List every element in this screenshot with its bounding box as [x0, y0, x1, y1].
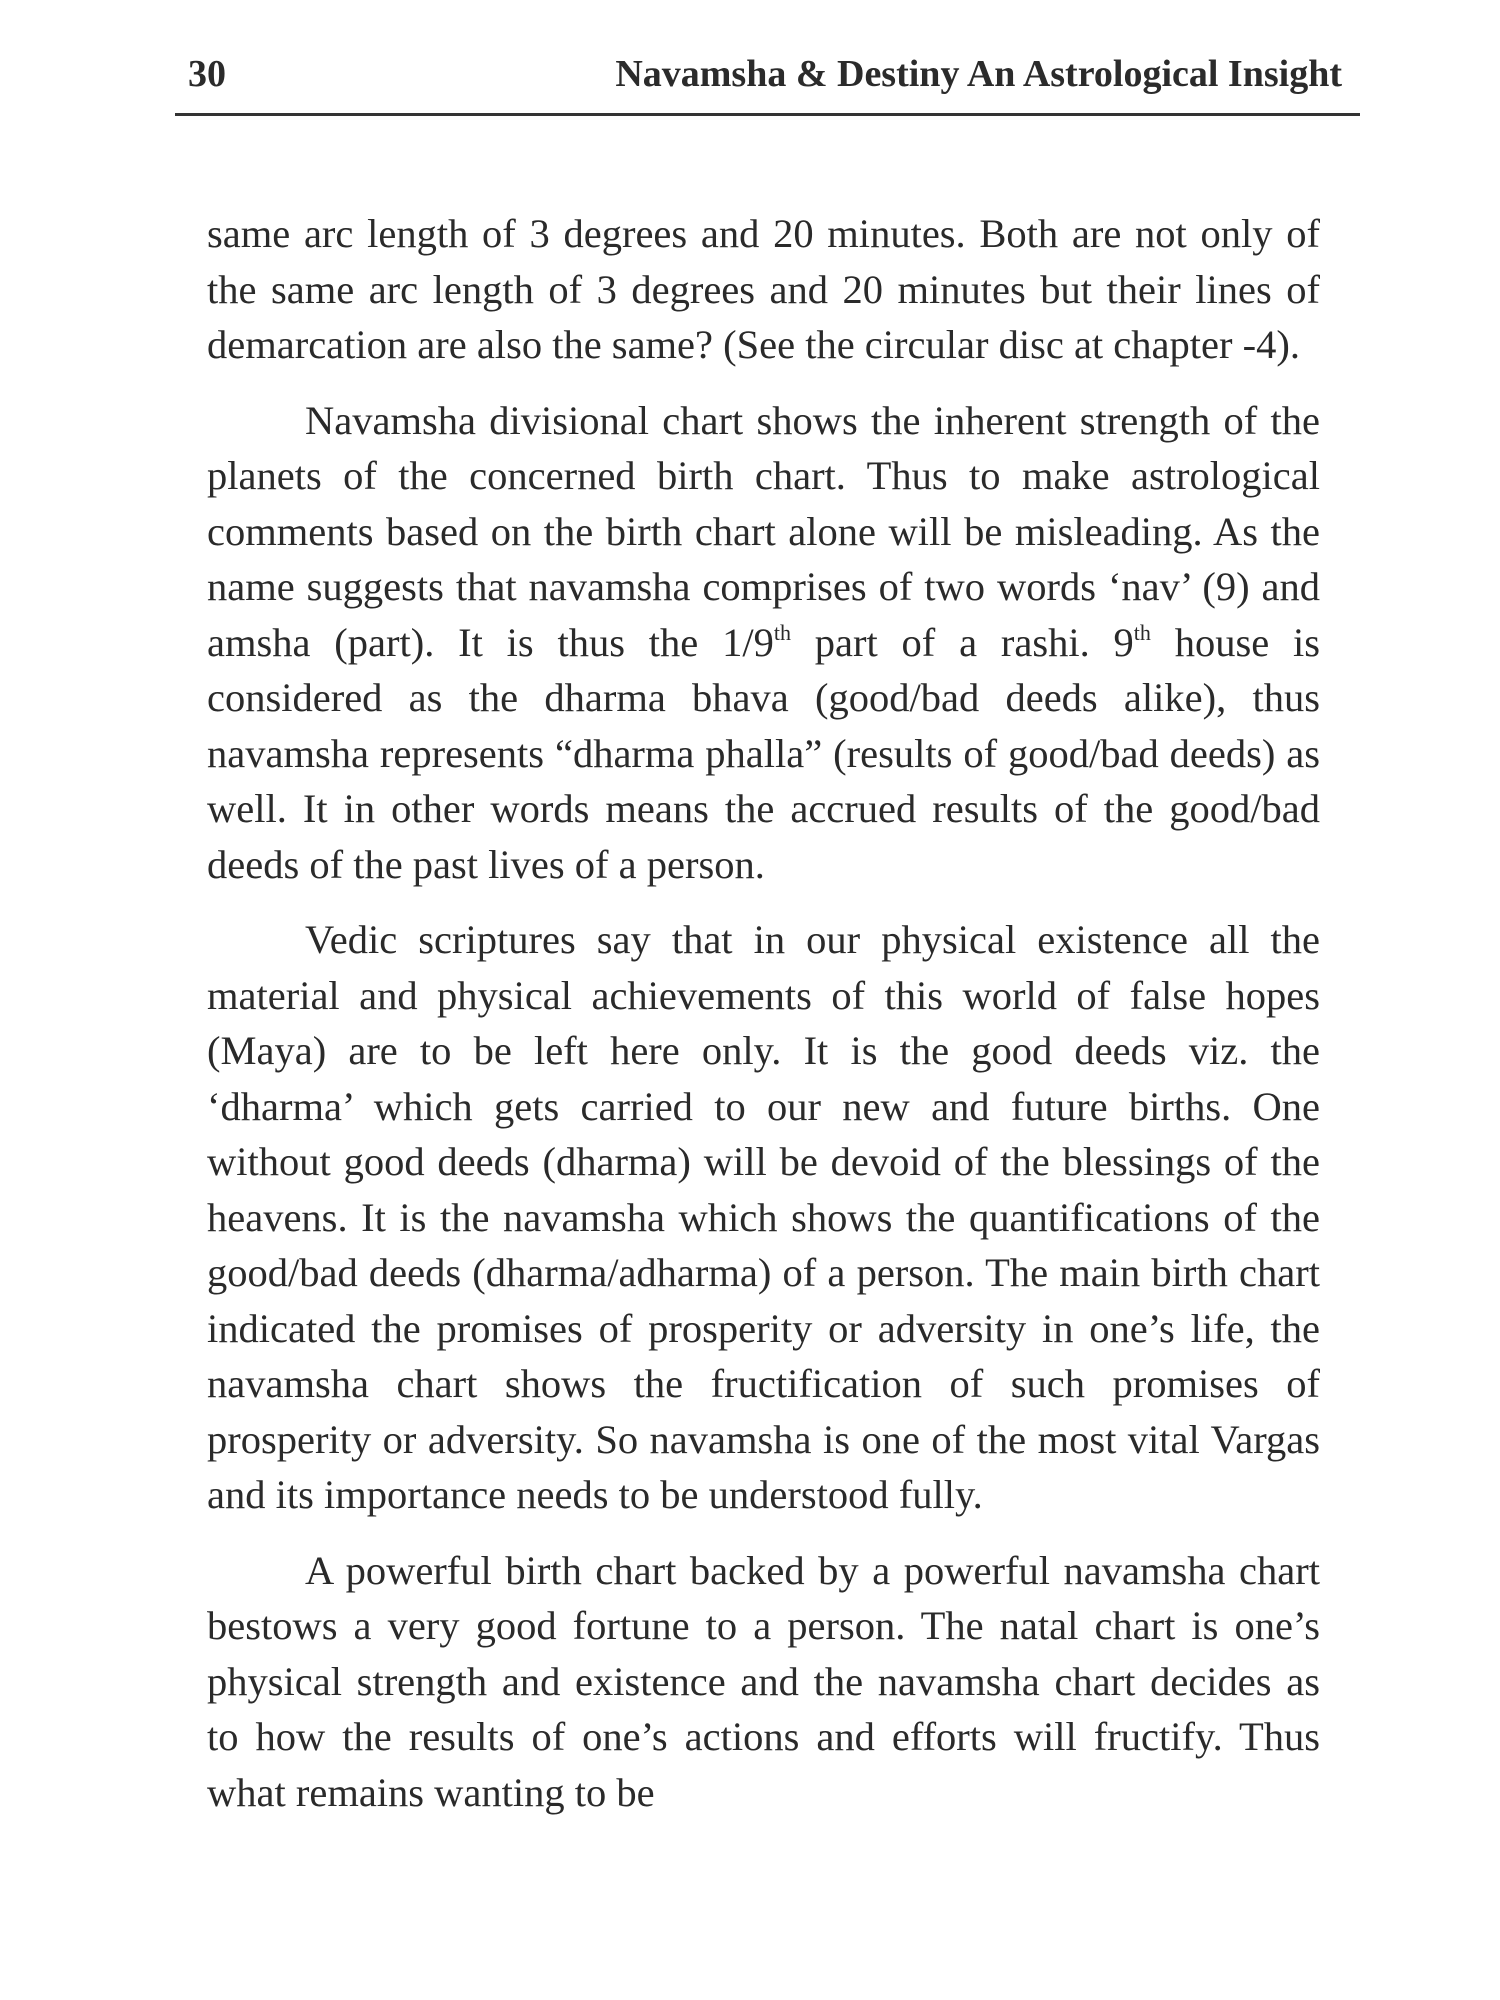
- header-rule: [175, 113, 1360, 116]
- body-text: [207, 206, 1320, 1840]
- running-title: Navamsha & Destiny An Astrological Insight: [615, 53, 1342, 95]
- paragraph-4: A powerful birth chart backed by a powerful navamsha chart bestows a very good fortune to a person. The natal chart is one’s physical strength and existence and the navamsha chart decides as to how the results of one’s actions and efforts will fructify. Thus what remains wanting to be: [207, 1547, 1320, 1815]
- paragraph-2-part-2: part of a rashi. 9: [790, 619, 1134, 665]
- paragraph-2: [207, 393, 1320, 893]
- superscript-th-2: th: [1133, 619, 1151, 645]
- superscript-th-1: th: [773, 619, 791, 645]
- paragraph-1: same arc length of 3 degrees and 20 minutes. Both are not only of the same arc length of 3 degrees and 20 minutes but their lines of demarcation are also the same? (See the circular disc at chapter -4).: [207, 211, 1320, 367]
- running-head: [175, 44, 1360, 104]
- page-number: 30: [188, 53, 226, 95]
- paragraph-2-part-3: house is considered as the dharma bhava (good/bad deeds alike), thus navamsha represents “dharma phalla” (results of good/bad deeds) as well. It in other words means the accrued results of the good/bad deeds of the past lives of a person.: [207, 619, 1320, 887]
- paragraph-3: Vedic scriptures say that in our physical existence all the material and physical achievements of this world of false hopes (Maya) are to be left here only. It is the good deeds viz. the ‘dharma’ which gets carried to our new and future births. One without good deeds (dharma) will be devoid of the blessings of the heavens. It is the navamsha which shows the quantifications of the good/bad deeds (dharma/adharma) of a person. The main birth chart indicated the promises of prosperity or adversity in one’s life, the navamsha chart shows the fructification of such promises of prosperity or adversity. So navamsha is one of the most vital Vargas and its importance needs to be understood fully.: [207, 917, 1320, 1517]
- paragraph-2-part-1: Navamsha divisional chart shows the inherent strength of the planets of the concerned birth chart. Thus to make astrological comments based on the birth chart alone will be misleading. As the name suggests that navamsha comprises of two words ‘nav’ (9) and amsha (part). It is thus the 1/9: [207, 397, 1320, 665]
